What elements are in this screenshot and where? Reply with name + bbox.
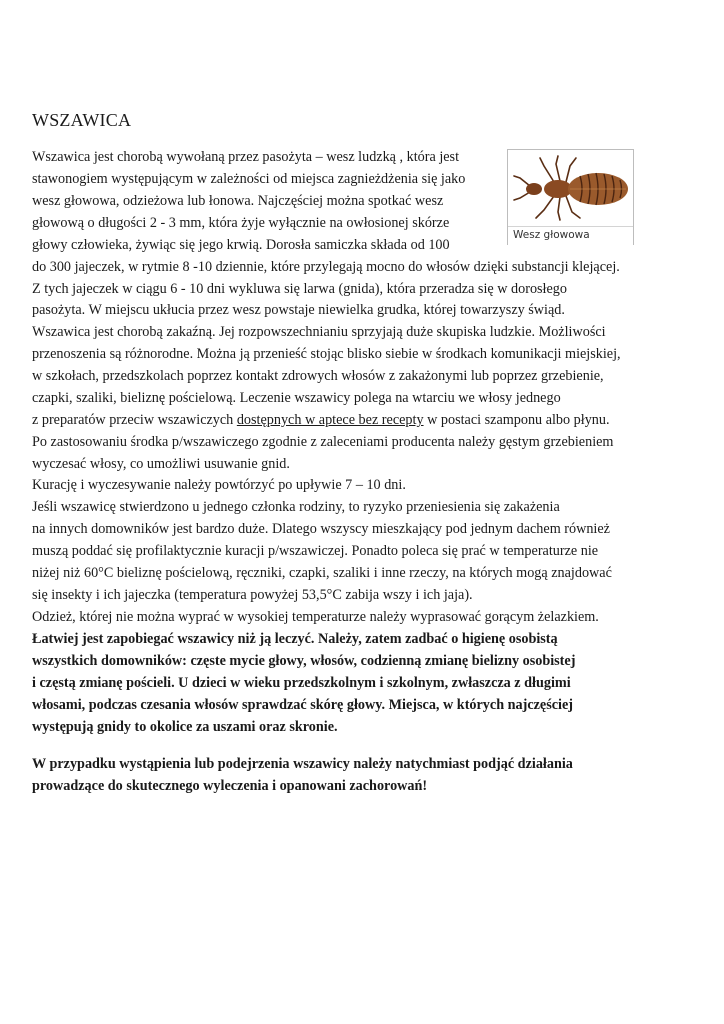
text-line: stawonogiem występującym w zależności od miejsca zagnieżdżenia się jako — [32, 171, 466, 187]
text-line: wyczesać włosy, co umożliwi usuwanie gnid. — [32, 456, 290, 472]
text-line: głowy człowieka, żywiąc się jego krwią. Dorosła samiczka składa od 100 — [32, 237, 450, 253]
text-segment: w postaci szamponu albo płynu. — [423, 412, 610, 428]
text-line: Z tych jajeczek w ciągu 6 - 10 dni wykluwa się larwa (gnida), która przeradza się w dorosłego — [32, 281, 567, 297]
text-line: do 300 jajeczek, w rytmie 8 -10 dziennie, które przylegają mocno do włosów dzięki substancji klejącej. — [32, 259, 620, 275]
text-line: Odzież, której nie można wyprać w wysokiej temperaturze należy wyprasować gorącym żelazkiem. — [32, 609, 599, 625]
text-segment: z preparatów przeciw wszawiczych — [32, 412, 237, 428]
text-line: Po zastosowaniu środka p/wszawiczego zgodnie z zaleceniami producenta należy gęstym grzebieniem — [32, 434, 614, 450]
text-line: pasożyta. W miejscu ukłucia przez wesz powstaje niewielka grudka, której towarzyszy świąd. — [32, 302, 565, 318]
bold-text-line: wszystkich domowników: częste mycie głowy, włosów, codzienną zmianę bielizny osobistej — [32, 653, 576, 669]
bold-text-line: występują gnidy to okolice za uszami oraz skronie. — [32, 719, 338, 735]
text-line: na innych domowników jest bardzo duże. Dlatego wszyscy mieszkający pod jednym dachem również — [32, 521, 610, 537]
pharmacy-link[interactable]: dostępnych w aptece bez recepty — [236, 412, 424, 428]
text-line: wesz głowowa, odzieżowa lub łonowa. Najczęściej można spotkać wesz — [32, 193, 444, 209]
text-line: muszą poddać się profilaktycznie kuracji p/wszawiczej. Ponadto poleca się prać w temperaturze nie — [32, 543, 599, 559]
text-line: głowową o długości 2 - 3 mm, która żyje wyłącznie na owłosionej skórze — [32, 215, 450, 231]
bold-text-line: i częstą zmianę pościeli. U dzieci w wieku przedszkolnym i szkolnym, zwłaszcza z długimi — [32, 675, 571, 691]
text-line-with-link — [32, 410, 610, 430]
figure-caption: Wesz głowowa — [513, 229, 590, 241]
text-line: Wszawica jest chorobą wywołaną przez pasożyta – wesz ludzką , która jest — [32, 149, 460, 165]
document-title: WSZAWICA — [32, 110, 132, 130]
bold-text-line: Łatwiej jest zapobiegać wszawicy niż ją leczyć. Należy, zatem zadbać o higienę osobistą — [32, 631, 558, 647]
text-line: Wszawica jest chorobą zakaźną. Jej rozpowszechnianiu sprzyjają duże skupiska ludzkie. Możliwości — [32, 324, 606, 340]
text-line: przenoszenia są różnorodne. Można ją przenieść stojąc blisko siebie w środkach komunikacji miejskiej, — [32, 346, 621, 362]
text-line: Kurację i wyczesywanie należy powtórzyć po upływie 7 – 10 dni. — [32, 477, 406, 493]
louse-figure — [507, 149, 634, 245]
text-line: w szkołach, przedszkolach poprzez kontakt zdrowych włosów z zakażonymi lub poprzez grzebienie, — [32, 368, 604, 384]
bold-text-line: prowadzące do skutecznego wyleczenia i opanowani zachorowań! — [32, 778, 428, 794]
bold-text-line: W przypadku wystąpienia lub podejrzenia wszawicy należy natychmiast podjąć działania — [32, 756, 573, 772]
text-line: czapki, szaliki, bieliznę pościelową. Leczenie wszawicy polega na wtarciu we włosy jednego — [32, 390, 561, 406]
bold-text-line: włosami, podczas czesania włosów sprawdzać skórę głowy. Miejsca, w których najczęściej — [32, 697, 574, 713]
text-line: niżej niż 60°C bieliznę pościelową, ręczniki, czapki, szaliki i inne rzeczy, na których mogą znajdować — [32, 565, 612, 581]
figure-caption-box — [508, 226, 633, 245]
text-line: Jeśli wszawicę stwierdzono u jednego członka rodziny, to ryzyko przeniesienia się zakażenia — [32, 499, 560, 515]
text-line: się insekty i ich jajeczka (temperatura powyżej 53,5°C zabija wszy i ich jaja). — [32, 587, 473, 603]
head-louse-icon — [510, 152, 631, 224]
